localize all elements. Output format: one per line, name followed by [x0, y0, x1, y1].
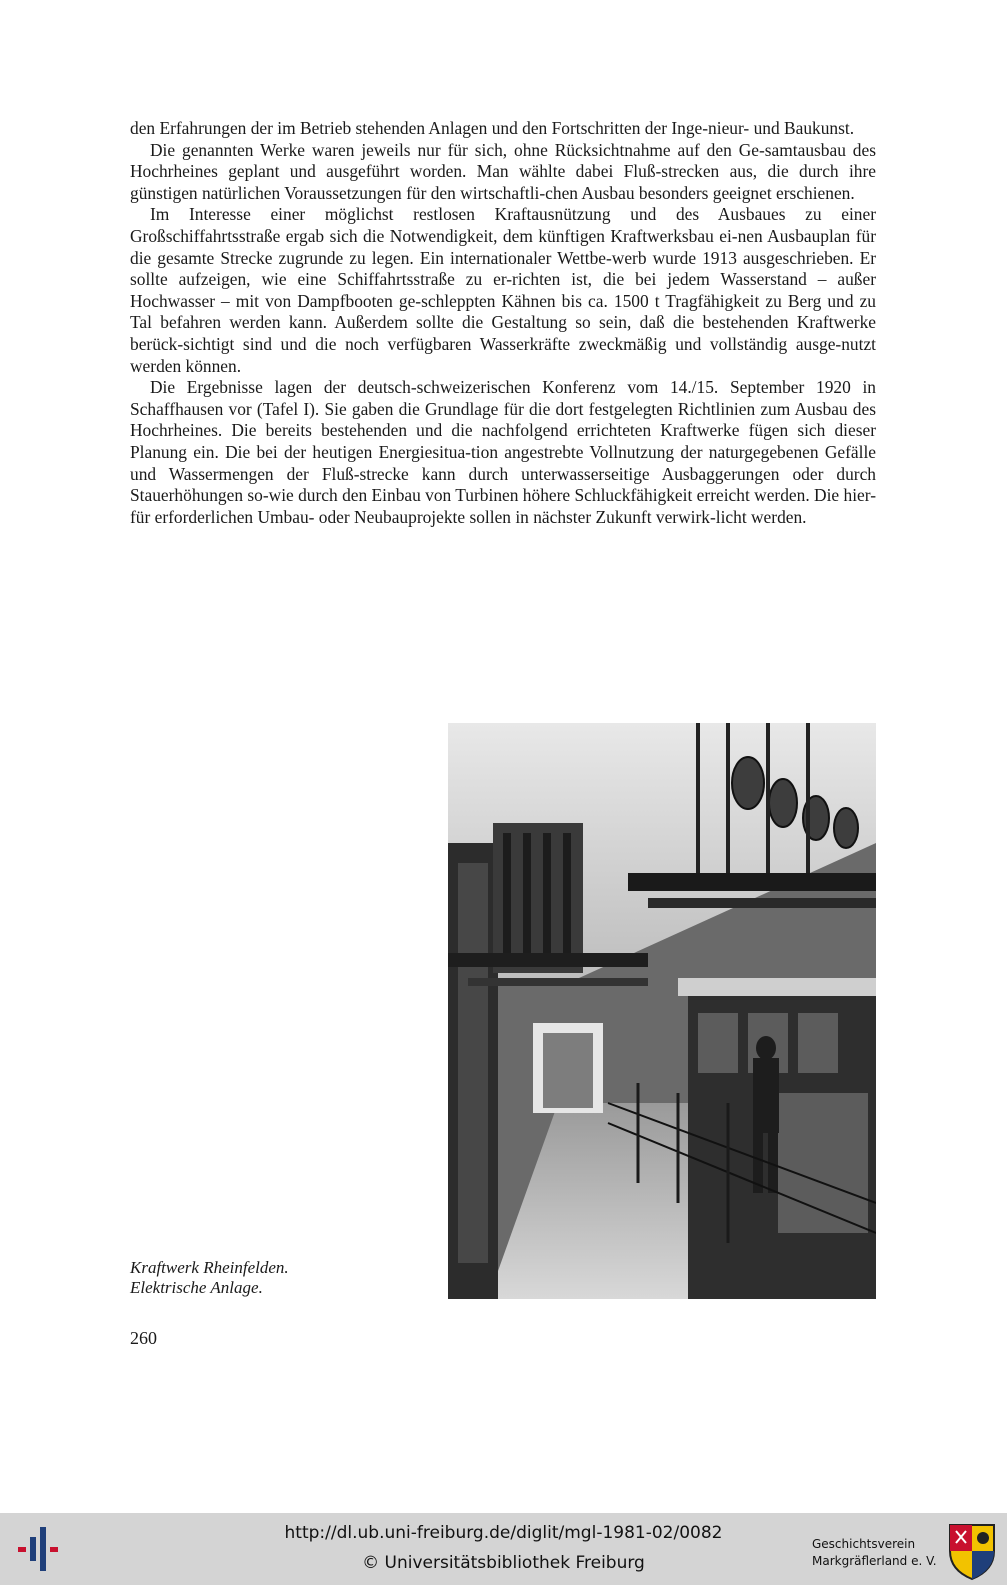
society-line: Geschichtsverein — [812, 1537, 916, 1551]
society-line: Markgräflerland e. V. — [812, 1554, 937, 1568]
society-name — [812, 1536, 942, 1570]
paragraph: Im Interesse einer möglichst restlosen Kraftausnützung und des Ausbaues zu einer Großschiffahrtsstraße ergab sich die Notwendigkeit, dem künftigen Kraftwerksbau ei-nen Ausbauplan für die gesamte Strecke zugrunde zu legen. Ein internationaler Wettbe-werb wurde 1913 ausgeschrieben. Er sollte aufzeigen, wie eine Schiffahrtsstraße zu er-richten ist, die bei jedem Wasserstand – außer Hochwasser – mit von Dampfbooten ge-schleppten Kähnen bis ca. 1500 t Tragfähigkeit zu Berg und zu Tal befahren werden kann. Außerdem sollte die Gestaltung so sein, daß die bestehenden Kraftwerke berück-sichtigt sind und die noch verfügbaren Wasserkräfte zweckmäßig und vollständig ausge-nutzt werden können. — [130, 204, 876, 376]
page-number: 260 — [130, 1328, 157, 1348]
source-url-link[interactable]: http://dl.ub.uni-freiburg.de/diglit/mgl-1981-02/0082 — [284, 1523, 723, 1543]
paragraph: Die Ergebnisse lagen der deutsch-schweizerischen Konferenz vom 14./15. September 1920 in Schaffhausen vor (Tafel I). Sie gaben die Grundlage für die dort festgelegten Richtlinien zum Ausbau des Hochrheines. Die bereits bestehenden und die nachfolgend errichteten Kraftwerke fügen sich dieser Planung ein. Die bei der heutigen Energiesitua-tion angestrebte Vollnutzung der naturgegebenen Gefälle und Wassermengen der Fluß-strecke kann durch unterwasserseitige Ausbaggerungen oder durch Stauerhöhungen so-wie durch den Einbau von Turbinen höhere Schluckfähigkeit erreicht werden. Die hier-für erforderlichen Umbau- oder Neubauprojekte sollen in nächster Zukunft verwirk-licht werden. — [130, 377, 876, 527]
power-plant-photo — [448, 723, 876, 1299]
paragraph: den Erfahrungen der im Betrieb stehenden Anlagen und den Fortschritten der Inge-nieur- und Baukunst. — [130, 118, 855, 138]
body-text — [130, 118, 876, 528]
caption-line: Kraftwerk Rheinfelden. — [130, 1258, 289, 1277]
figure-caption — [130, 1258, 289, 1298]
coat-of-arms-icon — [946, 1521, 998, 1581]
footer-bar — [0, 1513, 1007, 1585]
copyright-text: © Universitätsbibliothek Freiburg — [362, 1553, 645, 1573]
paragraph: Die genannten Werke waren jeweils nur für sich, ohne Rücksichtnahme auf den Ge-samtausbau des Hochrheines geplant und ausgeführt worden. Man wählte dabei Fluß-strecken aus, die durch ihre günstigen natürlichen Voraussetzungen für den wirtschaftli-chen Ausbau besonders geeignet erschienen. — [130, 139, 876, 203]
caption-line: Elektrische Anlage. — [130, 1278, 263, 1297]
photo-illustration — [448, 723, 876, 1299]
